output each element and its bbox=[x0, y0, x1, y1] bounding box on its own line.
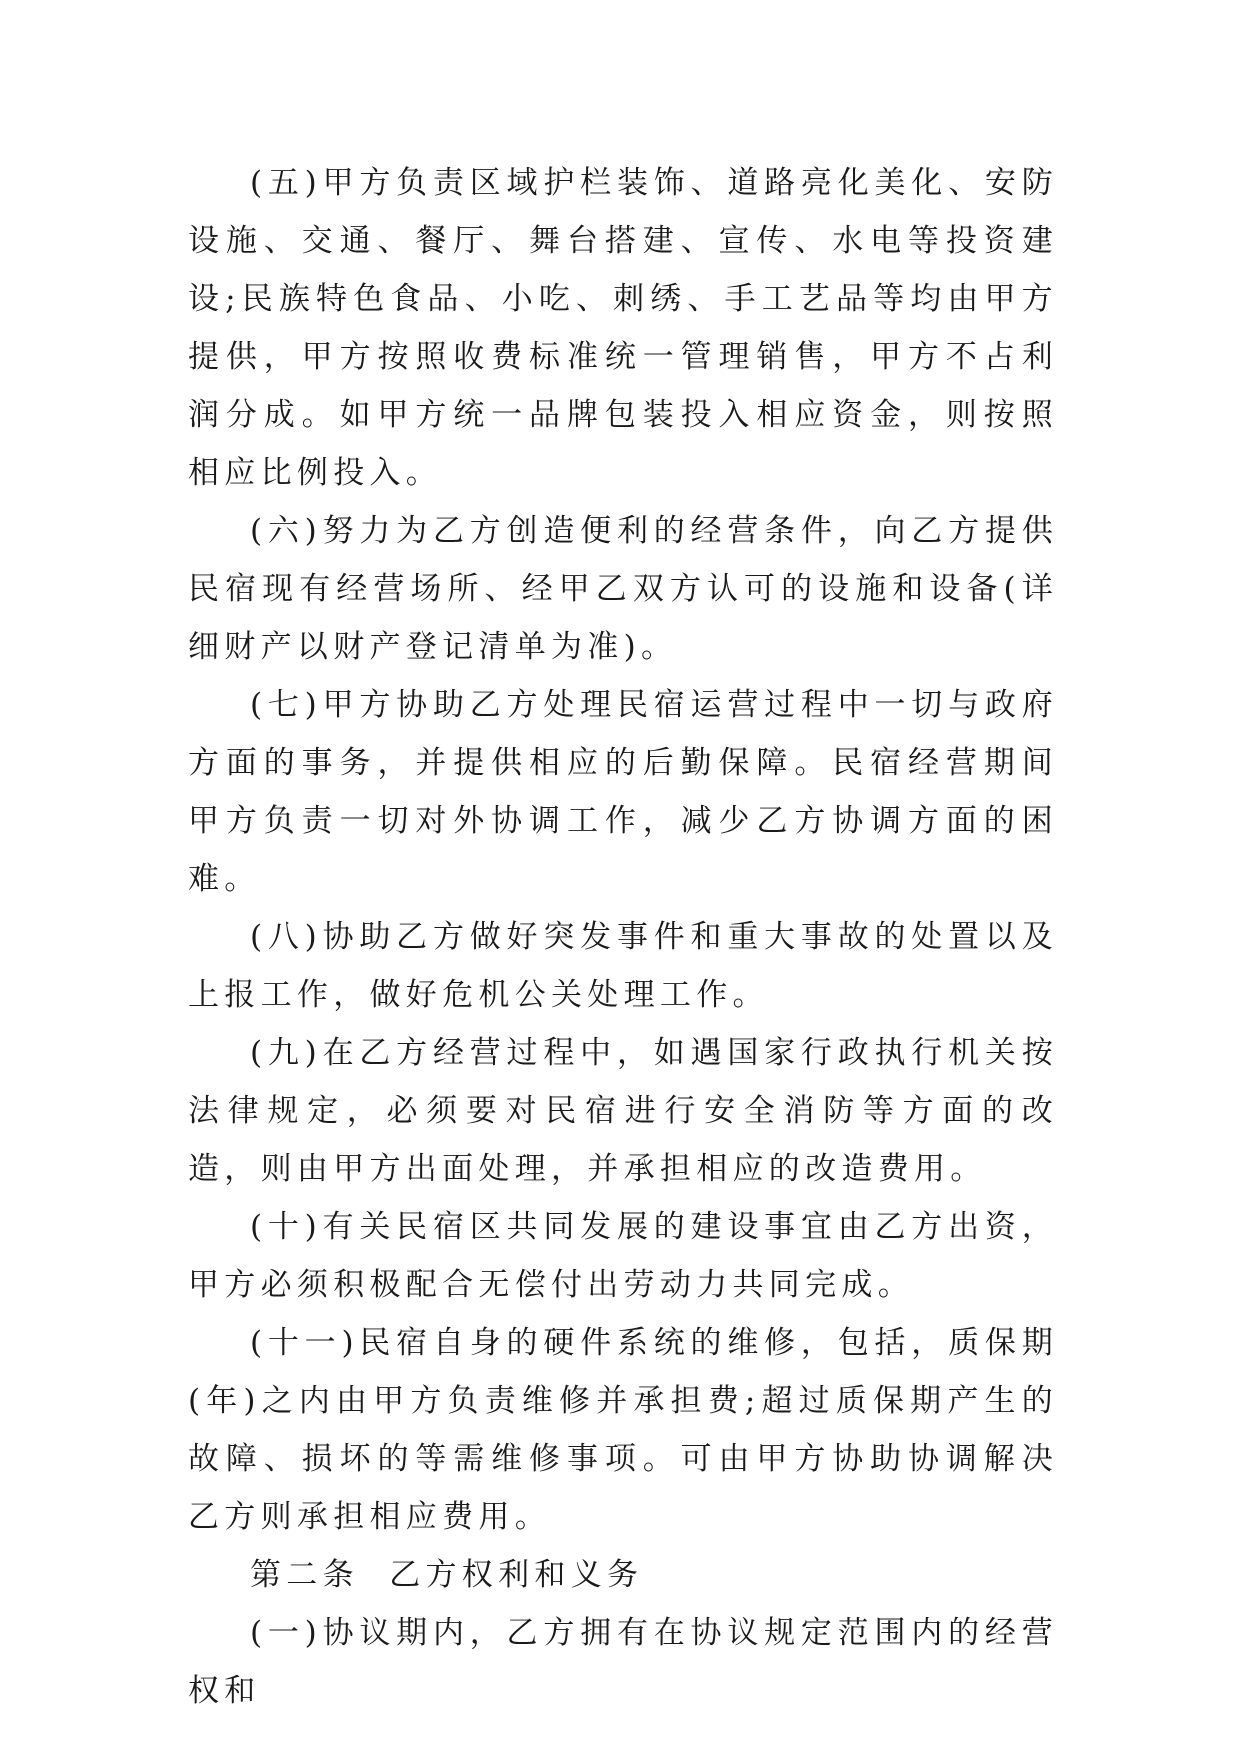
paragraph-7: (七)甲方协助乙方处理民宿运营过程中一切与政府方面的事务，并提供相应的后勤保障。民宿经营期间甲方负责一切对外协调工作，减少乙方协调方面的困难。 bbox=[188, 687, 1058, 897]
paragraph-11: (十一)民宿自身的硬件系统的维修，包括，质保期(年)之内由甲方负责维修并承担费;超过质保期产生的故障、损坏的等需维修事项。可由甲方协助协调解决乙方则承担相应费用。 bbox=[188, 1325, 1058, 1535]
paragraph-5: (五)甲方负责区域护栏装饰、道路亮化美化、安防设施、交通、餐厅、舞台搭建、宣传、水电等投资建设;民族特色食品、小吃、刺绣、手工艺品等均由甲方提供，甲方按照收费标准统一管理销售，甲方不占利润分成。如甲方统一品牌包装投入相应资金，则按照相应比例投入。 bbox=[188, 165, 1058, 491]
section-heading: 第二条 乙方权利和义务 bbox=[250, 1557, 644, 1593]
paragraph-10: (十)有关民宿区共同发展的建设事宜由乙方出资，甲方必须积极配合无偿付出劳动力共同完成。 bbox=[188, 1209, 1058, 1303]
paragraph-8: (八)协助乙方做好突发事件和重大事故的处置以及上报工作，做好危机公关处理工作。 bbox=[188, 919, 1058, 1013]
paragraph-6: (六)努力为乙方创造便利的经营条件，向乙方提供民宿现有经营场所、经甲乙双方认可的设施和设备(详细财产以财产登记清单为准)。 bbox=[188, 513, 1058, 665]
paragraph-b1: (一)协议期内，乙方拥有在协议规定范围内的经营权和 bbox=[188, 1615, 1058, 1709]
document-body bbox=[188, 154, 1058, 1720]
paragraph-9: (九)在乙方经营过程中，如遇国家行政执行机关按法律规定，必须要对民宿进行安全消防等方面的改造，则由甲方出面处理，并承担相应的改造费用。 bbox=[188, 1035, 1058, 1187]
